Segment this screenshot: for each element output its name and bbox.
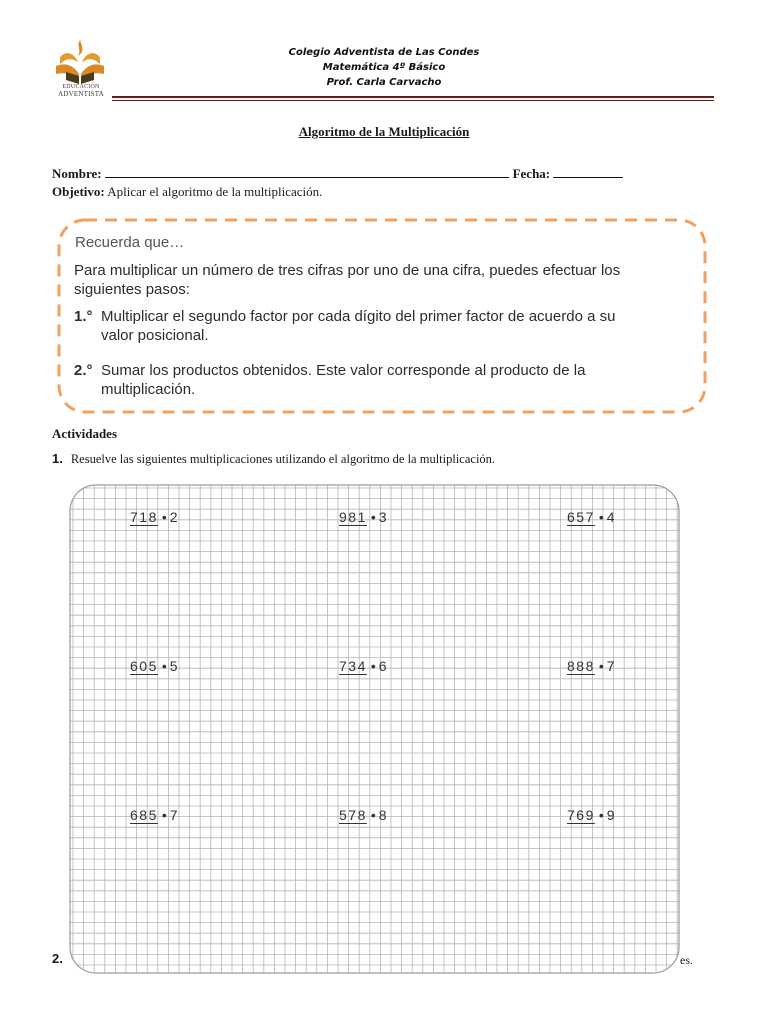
date-field[interactable]	[553, 165, 623, 178]
step-1-number: 1.°	[74, 308, 93, 325]
problem-7: 685 • 7	[130, 807, 178, 823]
problem-5: 734 • 6	[339, 658, 387, 674]
page-title: Algoritmo de la Multiplicación	[298, 124, 470, 139]
subject-name: Matemática 4º Básico	[322, 62, 446, 73]
objective-label: Objetivo:	[52, 184, 105, 199]
grid-workspace[interactable]	[69, 484, 680, 974]
header-rule-thin	[112, 100, 714, 101]
reminder-step-2	[74, 361, 674, 399]
objective	[52, 184, 322, 200]
reminder-title: Recuerda que…	[75, 234, 185, 251]
activity-1	[52, 451, 495, 467]
step-1-text: Multiplicar el segundo factor por cada dígito del primer factor de acuerdo a su	[101, 308, 616, 325]
problem-1: 718 • 2	[130, 509, 178, 525]
step-2-text-cont: multiplicación.	[101, 381, 196, 398]
problem-6: 888 • 7	[567, 658, 615, 674]
step-2-number: 2.°	[74, 362, 93, 379]
problem-9: 769 • 9	[567, 807, 615, 823]
school-name: Colegio Adventista de Las Condes	[288, 47, 480, 58]
reminder-intro: Para multiplicar un número de tres cifras por uno de una cifra, puedes efectuar los siguientes pasos:	[74, 262, 621, 298]
problem-8: 578 • 8	[339, 807, 387, 823]
header-rule	[112, 96, 714, 98]
logo-caption-bottom: ADVENTISTA	[58, 90, 104, 98]
activity-1-number: 1.	[52, 451, 63, 466]
problem-2: 981 • 3	[339, 509, 387, 525]
step-2-text: Sumar los productos obtenidos. Este valor corresponde al producto de la	[101, 362, 586, 379]
name-field[interactable]	[105, 165, 509, 178]
reminder-step-1	[74, 307, 674, 345]
grid-paper	[69, 484, 680, 974]
name-label: Nombre:	[52, 166, 102, 181]
logo-caption-top: EDUCACIÓN	[62, 84, 100, 90]
problem-4: 605 • 5	[130, 658, 178, 674]
activity-2-number: 2.	[52, 951, 63, 966]
activity-2-text-tail: es.	[680, 953, 693, 967]
activities-heading: Actividades	[52, 426, 117, 441]
step-1-text-cont: valor posicional.	[101, 327, 209, 344]
objective-text: Aplicar el algoritmo de la multiplicación.	[107, 184, 323, 199]
name-date-row	[52, 165, 623, 182]
activity-1-text: Resuelve las siguientes multiplicaciones utilizando el algoritmo de la multiplicación.	[70, 452, 496, 466]
teacher-name: Prof. Carla Carvacho	[326, 77, 442, 88]
date-label: Fecha:	[512, 166, 551, 181]
problem-3: 657 • 4	[567, 509, 615, 525]
